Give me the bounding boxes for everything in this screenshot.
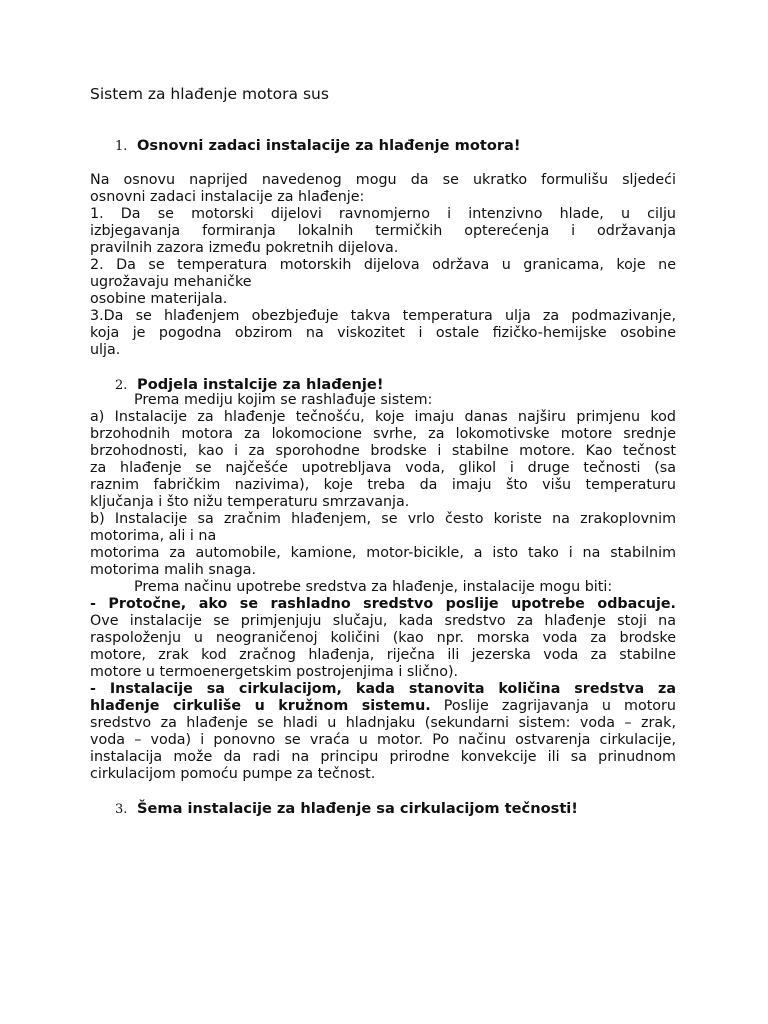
paragraph-line: b) Instalacije sa zračnim hlađenjem, se vrlo često koriste na zrakoplovnim [90,511,676,527]
paragraph-line: ključanja i što nižu temperaturu smrzavanja. [90,494,410,510]
document-title: Sistem za hlađenje motora sus [90,85,329,103]
paragraph-line: 3.Da se hlađenjem obezbjeđuje takva temperatura ulja za podmazivanje, [90,308,676,324]
paragraph-line: koja je pogodna obzirom na viskozitet i ostale fizičko-hemijske osobine [90,325,676,341]
paragraph-line: raznim fabričkim nazivima), koje treba da imaju što višu temperaturu [90,477,676,493]
paragraph-line: instalacija može da radi na principu prirodne konvekcije ili sa prinudnom [90,749,676,765]
paragraph-line: motore u termoenergetskim postrojenjima i slično). [90,664,459,680]
section-number: 1. [115,139,128,154]
paragraph-line: ulja. [90,342,121,358]
section-heading-1 [115,137,521,155]
section-title: Osnovni zadaci instalacije za hlađenje motora! [137,137,521,154]
paragraph-line: Na osnovu naprijed navedenog mogu da se ukratko formulišu sljedeći [90,172,676,188]
paragraph-line: izbjegavanja formiranja lokalnih termičkih opterećenja i održavanja [90,223,676,239]
section-number: 3. [115,802,128,817]
paragraph-line: - Protočne, ako se rashladno sredstvo poslije upotrebe odbacuje. [90,596,676,612]
section-2-body [90,392,676,783]
paragraph-line: brzohodnih motora za lokomocione svrhe, za lokomotivske motore srednje [90,426,676,442]
paragraph-line: motorima za automobile, kamione, motor-bicikle, a isto tako i na stabilnim [90,545,676,561]
paragraph-line: osobine materijala. [90,291,228,307]
paragraph-line: raspoloženju u neograničenoj količini (kao npr. morska voda za brodske [90,630,676,646]
bold-fragment: hlađenje cirkuliše u kružnom sistemu. [90,698,431,714]
paragraph-line: motore, zrak kod zračnog hlađenja, riječna ili jezerska voda za stabilne [90,647,676,663]
paragraph-line: sredstvo za hlađenje se hladi u hladnjaku (sekundarni sistem: voda – zrak, [90,715,676,731]
section-heading-3 [115,800,578,818]
paragraph-line: 2. Da se temperatura motorskih dijelova održava u granicama, koje ne [90,257,676,273]
paragraph-line: pravilnih zazora između pokretnih dijelova. [90,240,399,256]
paragraph-line: ugrožavaju mehaničke [90,274,252,290]
paragraph-line: motorima malih snaga. [90,562,256,578]
paragraph-line: Prema mediju kojim se rashlađuje sistem: [134,392,433,408]
paragraph-line: 1. Da se motorski dijelovi ravnomjerno i intenzivno hlade, u cilju [90,206,676,222]
section-title: Šema instalacije za hlađenje sa cirkulacijom tečnosti! [137,800,578,817]
paragraph-line-mixed [90,698,676,715]
paragraph-line: osnovni zadaci instalacije za hlađenje: [90,189,365,205]
paragraph-line: Prema načinu upotrebe sredstva za hlađenje, instalacije mogu biti: [134,579,613,595]
paragraph-line: brzohodnosti, kao i za sporohodne brodske i stabilne motore. Kao tečnost [90,443,676,459]
section-title: Podjela instalcije za hlađenje! [137,376,384,393]
paragraph-line: a) Instalacije za hlađenje tečnošću, koje imaju danas najširu primjenu kod [90,409,676,425]
paragraph-line: Ove instalacije se primjenjuju slučaju, kada sredstvo za hlađenje stoji na [90,613,676,629]
section-number: 2. [115,378,128,393]
paragraph-line: - Instalacije sa cirkulacijom, kada stanovita količina sredstva za [90,681,676,697]
text-fragment: Poslije zagrijavanja u motoru [430,698,676,714]
paragraph-line: cirkulacijom pomoću pumpe za tečnost. [90,766,376,782]
section-1-body [90,172,676,359]
paragraph-line: voda – voda) i ponovno se vraća u motor. Po načinu ostvarenja cirkulacije, [90,732,676,748]
paragraph-line: motorima, ali i na [90,528,217,544]
paragraph-line: za hlađenje se najčešće upotrebljava voda, glikol i druge tečnosti (sa [90,460,676,476]
